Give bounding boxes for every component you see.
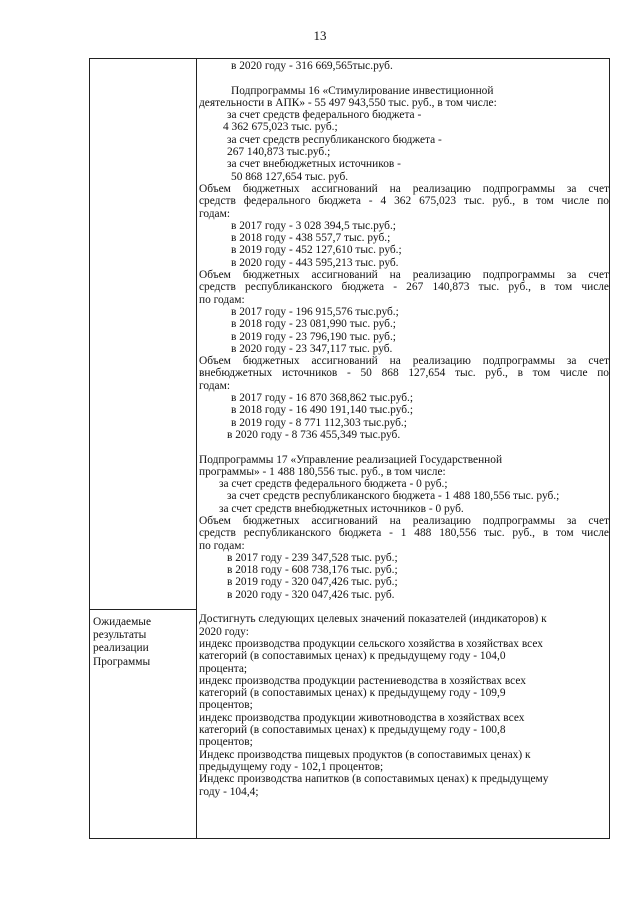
text-line: Объем бюджетных ассигнований на реализацию подпрограммы за счет <box>199 269 609 282</box>
text-line: годам: <box>199 207 230 220</box>
year-line: в 2018 году - 608 738,176 тыс. руб.; <box>227 564 398 577</box>
program-content-cell <box>199 60 609 798</box>
text-line: 2020 году: <box>199 625 249 638</box>
indicator-line: категорий (в сопоставимых ценах) к предыдущему году - 100,8 <box>199 724 506 737</box>
year-line: в 2017 году - 196 915,576 тыс.руб.; <box>231 305 399 318</box>
year-line: в 2019 году - 8 771 112,303 тыс.руб.; <box>231 416 407 429</box>
indicator-line: Индекс производства пищевых продуктов (в сопоставимых ценах) к <box>199 748 531 761</box>
indicator-line: процента; <box>199 662 248 675</box>
blank-line <box>199 441 609 453</box>
year-line: в 2019 году - 452 127,610 тыс. руб.; <box>231 244 402 257</box>
indicator-line: процентов; <box>199 736 253 749</box>
text-line: за счет средств федерального бюджета - 0 руб.; <box>219 478 448 491</box>
expected-results-label-cell <box>93 616 193 669</box>
label-line: Ожидаемые <box>93 616 152 628</box>
text-line: за счет внебюджетных источников - <box>227 158 401 171</box>
program-passport-table <box>89 58 610 839</box>
text-line: средств республиканского бюджета - 267 140,873 тыс. руб., в том числе <box>199 281 609 294</box>
indicator-line: процентов; <box>199 699 253 712</box>
page-number: 13 <box>313 28 327 43</box>
year-line: в 2017 году - 16 870 368,862 тыс.руб.; <box>231 392 414 405</box>
label-line: результаты <box>93 629 147 642</box>
year-line: в 2019 году - 23 796,190 тыс. руб.; <box>231 330 396 343</box>
year-line: в 2020 году - 320 047,426 тыс. руб. <box>227 588 395 601</box>
indicator-line: индекс производства продукции сельского хозяйства в хозяйствах всех <box>199 637 543 650</box>
year-line: в 2018 году - 438 557,7 тыс. руб.; <box>231 232 391 245</box>
blank-line <box>199 72 609 84</box>
text-line: внебюджетных источников - 50 868 127,654 тыс. руб., в том числе по <box>199 367 609 380</box>
text-line: Объем бюджетных ассигнований на реализацию подпрограммы за счет <box>199 182 609 195</box>
targets-heading: Достигнуть следующих целевых значений показателей (индикаторов) к <box>199 613 547 626</box>
indicator-line: предыдущему году - 102,1 процентов; <box>199 760 384 773</box>
indicator-line: категорий (в сопоставимых ценах) к предыдущему году - 109,9 <box>199 687 506 700</box>
text-line: 50 868 127,654 тыс. руб. <box>231 170 349 183</box>
year-line: в 2018 году - 23 081,990 тыс. руб.; <box>231 318 396 331</box>
text-line: средств республиканского бюджета - 1 488 180,556 тыс. руб., в том числе <box>199 527 609 540</box>
text-line: за счет средств внебюджетных источников - 0 руб. <box>219 502 464 515</box>
text-line: за счет средств федерального бюджета - <box>227 109 422 122</box>
subprogram-17-heading: Подпрограммы 17 «Управление реализацией Государственной <box>199 453 503 466</box>
text-line: в 2020 году - 316 669,565тыс.руб. <box>231 60 393 72</box>
row-divider <box>90 609 197 610</box>
indicator-line: году - 104,4; <box>199 785 259 798</box>
text-line: за счет средств республиканского бюджета - 1 488 180,556 тыс. руб.; <box>227 490 560 503</box>
text-line: 267 140,873 тыс.руб.; <box>227 146 331 159</box>
text-line: программы» - 1 488 180,556 тыс. руб., в том числе: <box>199 465 446 478</box>
text-line: по годам: <box>199 539 245 552</box>
year-line: в 2020 году - 443 595,213 тыс. руб. <box>231 256 399 269</box>
label-line: реализации <box>93 642 149 655</box>
text-line: средств федерального бюджета - 4 362 675,023 тыс. руб., в том числе по <box>199 195 609 208</box>
blank-line <box>199 601 609 613</box>
text-line: за счет средств республиканского бюджета - <box>227 133 442 146</box>
text-line: 4 362 675,023 тыс. руб.; <box>223 121 338 134</box>
text-line: Объем бюджетных ассигнований на реализацию подпрограммы за счет <box>199 355 609 368</box>
text-line: годам: <box>199 379 230 392</box>
indicator-line: Индекс производства напитков (в сопоставимых ценах) к предыдущему <box>199 773 549 786</box>
year-line: в 2020 году - 23 347,117 тыс. руб. <box>231 342 393 355</box>
indicator-line: индекс производства продукции животноводства в хозяйствах всех <box>199 711 525 724</box>
label-line: Программы <box>93 655 151 668</box>
subprogram-16-heading: Подпрограммы 16 «Стимулирование инвестиционной <box>231 84 494 97</box>
text-line: по годам: <box>199 293 245 306</box>
indicator-line: индекс производства продукции растениеводства в хозяйствах всех <box>199 674 526 687</box>
year-line: в 2019 году - 320 047,426 тыс. руб.; <box>227 576 398 589</box>
column-divider <box>196 59 197 838</box>
text-line: Объем бюджетных ассигнований на реализацию подпрограммы за счет <box>199 514 609 527</box>
text-line: деятельности в АПК» - 55 497 943,550 тыс. руб., в том числе: <box>199 96 497 109</box>
year-line: в 2017 году - 239 347,528 тыс. руб.; <box>227 551 398 564</box>
indicator-line: категорий (в сопоставимых ценах) к предыдущему году - 104,0 <box>199 650 506 663</box>
year-line: в 2018 году - 16 490 191,140 тыс.руб.; <box>231 404 414 417</box>
year-line: в 2020 году - 8 736 455,349 тыс.руб. <box>227 428 401 441</box>
year-line: в 2017 году - 3 028 394,5 тыс.руб.; <box>231 219 396 232</box>
